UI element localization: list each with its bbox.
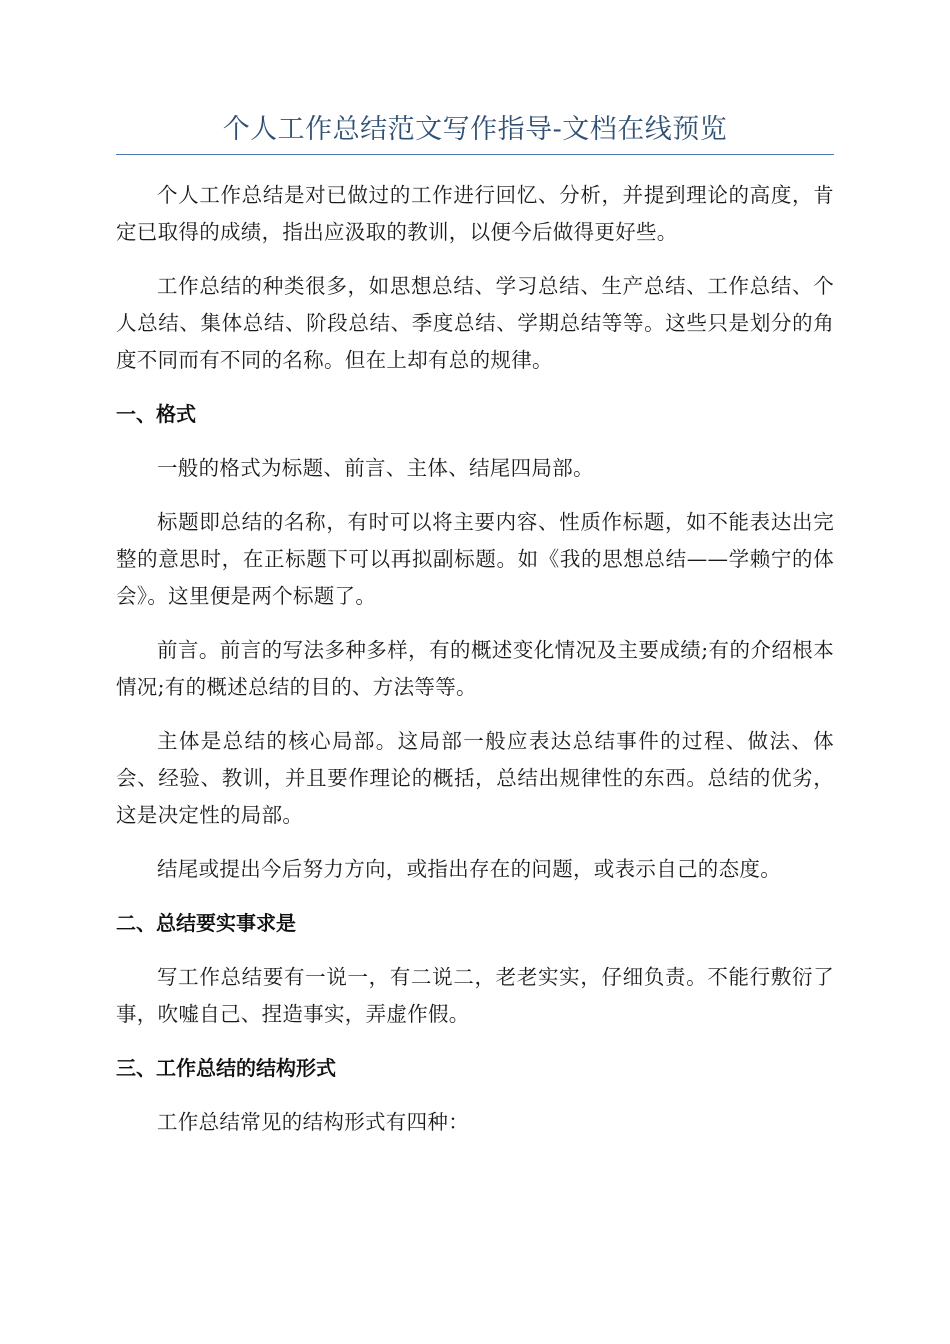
paragraph-format-body: 主体是总结的核心局部。这局部一般应表达总结事件的过程、做法、体会、经验、教训，并且要作理论的概括，总结出规律性的东西。总结的优劣，这是决定性的局部。 xyxy=(116,729,834,827)
paragraph-intro: 个人工作总结是对已做过的工作进行回忆、分析，并提到理论的高度，肯定已取得的成绩，指出应汲取的教训，以便今后做得更好些。 xyxy=(116,183,834,244)
paragraph-format-general: 一般的格式为标题、前言、主体、结尾四局部。 xyxy=(157,456,594,480)
section-heading-format: 一、格式 xyxy=(116,402,196,426)
document-title: 个人工作总结范文写作指导-文档在线预览 xyxy=(116,108,834,155)
paragraph-types: 工作总结的种类很多，如思想总结、学习总结、生产总结、工作总结、个人总结、集体总结、阶段总结、季度总结、学期总结等等。这些只是划分的角度不同而有不同的名称。但在上却有总的规律。 xyxy=(116,274,834,372)
section-heading-structure: 三、工作总结的结构形式 xyxy=(116,1056,336,1080)
section-heading-truthful: 二、总结要实事求是 xyxy=(116,911,296,935)
paragraph-format-title: 标题即总结的名称，有时可以将主要内容、性质作标题，如不能表达出完整的意思时，在正标题下可以再拟副标题。如《我的思想总结——学赖宁的体会》。这里便是两个标题了。 xyxy=(116,510,834,608)
paragraph-format-ending: 结尾或提出今后努力方向，或指出存在的问题，或表示自己的态度。 xyxy=(157,857,781,881)
paragraph-structure: 工作总结常见的结构形式有四种： xyxy=(157,1110,469,1134)
document-page xyxy=(116,108,834,1158)
paragraph-format-preface: 前言。前言的写法多种多样，有的概述变化情况及主要成绩;有的介绍根本情况;有的概述总结的目的、方法等等。 xyxy=(116,638,834,699)
paragraph-truthful: 写工作总结要有一说一，有二说二，老老实实，仔细负责。不能行敷衍了事，吹嘘自己、捏造事实，弄虚作假。 xyxy=(116,965,834,1026)
document-body xyxy=(116,177,834,1141)
